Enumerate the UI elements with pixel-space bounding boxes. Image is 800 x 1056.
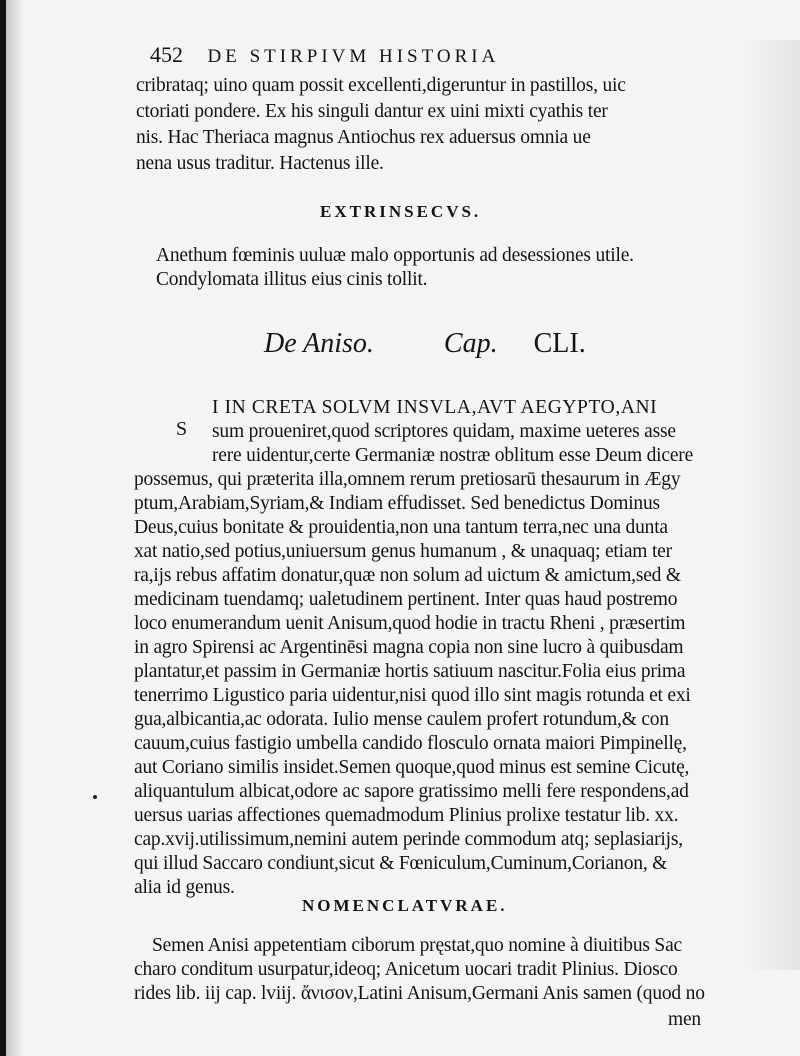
text-line: loco enumerandum uenit Anisum,quod hodie in tractu Rheni , præsertim (134, 613, 686, 634)
text-line: ra,ijs rebus affatim donatur,quæ non solum ad uictum & amictum,sed & (134, 565, 681, 586)
text-line: alia id genus. (134, 877, 235, 898)
text-line: aut Coriano similis insidet.Semen quoque,quod minus est semine Cicutę, (134, 757, 690, 778)
ink-speck (93, 795, 97, 799)
chapter-cap: Cap. (443, 328, 498, 359)
page-number: 452 (150, 42, 183, 67)
text-line: plantatur,et passim in Germaniæ hortis satiuum nascitur.Folia eius prima (134, 661, 686, 682)
text-line: xat natio,sed potius,uniuersum genus humanum , & unaquaq; etiam ter (134, 541, 672, 562)
text-line: rere uidentur,certe Germaniæ nostræ oblitum esse Deum dicere (212, 445, 694, 466)
text-line: nis. Hac Theriaca magnus Antiochus rex aduersus omnia ue (136, 127, 591, 148)
text-line: uersus uarias affectiones quemadmodum Plinius prolixe testatur lib. xx. (134, 805, 679, 826)
section-heading-nomenclaturae: NOMENCLATVRAE. (302, 896, 508, 915)
text-line: cap.xvij.utilissimum,nemini autem perinde commodum atq; seplasiarijs, (134, 829, 683, 850)
text-line: I IN CRETA SOLVM INSVLA,AVT AEGYPTO,ANI (212, 397, 658, 418)
text-line: in agro Spirensi ac Argentinēsi magna copia non sine lucro à quibusdam (134, 637, 684, 658)
text-line: nena usus traditur. Hactenus ille. (136, 153, 384, 174)
text-line: sum proueniret,quod scriptores quidam, maxime ueteres asse (212, 421, 676, 442)
text-line: ctoriati pondere. Ex his singuli dantur ex uini mixti cyathis ter (136, 101, 608, 122)
text-line: rides lib. iij cap. lviij. ἄνισον,Latini Anisum,Germani Anis samen (quod no (134, 983, 705, 1004)
text-line: men (668, 1009, 701, 1030)
text-line: medicinam tuendamq; ualetudinem pertinent. Inter quas haud postremo (134, 589, 678, 610)
bleed-through-margin (742, 40, 800, 970)
text-line: Semen Anisi appetentiam ciborum pręstat,quo nomine à diuitibus Sac (152, 935, 682, 956)
text-line: possemus, qui præterita illa,omnem rerum pretiosarū thesaurum in Ægy (134, 469, 681, 490)
text-line: aliquantulum albicat,odore ac sapore gratissimo melli fere respondens,ad (134, 781, 689, 802)
page-gutter-shadow (6, 0, 24, 1056)
text-line: charo conditum usurpatur,ideoq; Anicetum uocari tradit Plinius. Diosco (134, 959, 678, 980)
running-title: DE STIRPIVM HISTORIA (207, 46, 500, 67)
chapter-title: De Aniso. (264, 328, 374, 359)
chapter-number: CLI. (533, 328, 586, 359)
text-line: cauum,cuius fastigio umbella candido flosculo ornata maiori Pimpinellę, (134, 733, 687, 754)
text-line: tenerrimo Ligustico paria uidentur,nisi quod illo sint magis rotunda et exi (134, 685, 691, 706)
text-line: Condylomata illitus eius cinis tollit. (156, 269, 428, 290)
text-line: ptum,Arabiam,Syriam,& Indiam effudisset. Sed benedictus Dominus (134, 493, 660, 514)
running-header (150, 44, 499, 66)
section-heading-extrinsecus: EXTRINSECVS. (320, 202, 482, 221)
text-line: Deus,cuius bonitate & prouidentia,non una tantum terra,nec una dunta (134, 517, 668, 538)
chapter-heading (264, 328, 586, 360)
text-line: qui illud Saccaro condiunt,sicut & Fœniculum,Cuminum,Corianon, & (134, 853, 668, 874)
text-line: gua,albicantia,ac odorata. Iulio mense caulem profert rotundum,& con (134, 709, 669, 730)
text-line: Anethum fœminis uuluæ malo opportunis ad desessiones utile. (156, 245, 634, 266)
text-line: cribrataq; uino quam possit excellenti,digeruntur in pastillos, uic (136, 75, 626, 96)
drop-capital: S (176, 418, 188, 440)
